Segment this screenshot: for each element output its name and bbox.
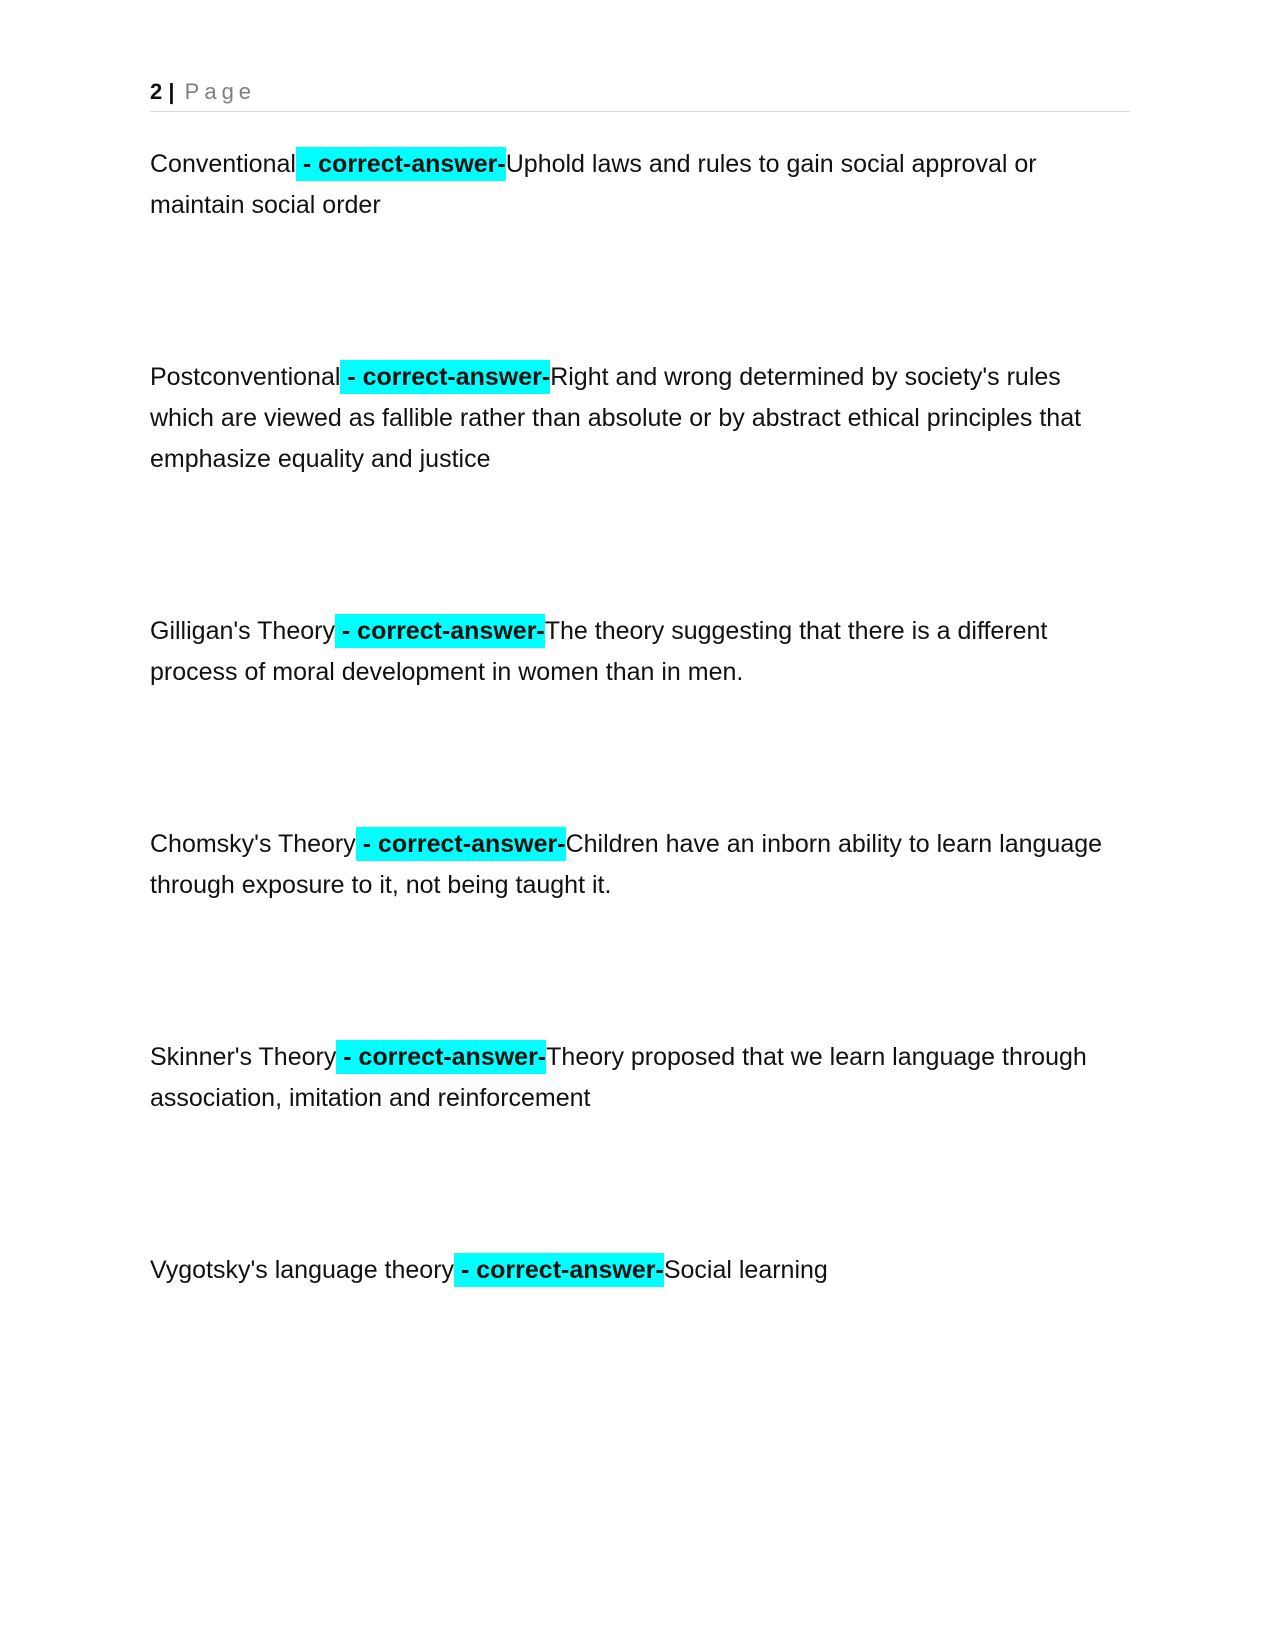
entry-term: Skinner's Theory xyxy=(150,1043,337,1071)
entry-definition: Right and wrong determined by society's rules which are viewed as fallible rather than absolute or by abstract ethical principles that emphasize equality and justice xyxy=(150,363,1082,473)
flashcard-entry xyxy=(150,611,1130,693)
flashcard-entry xyxy=(150,144,1130,226)
flashcard-entry xyxy=(150,357,1130,480)
entry-definition: Uphold laws and rules to gain social approval or maintain social order xyxy=(150,150,1037,219)
flashcard-entry xyxy=(150,824,1130,906)
entry-term: Chomsky's Theory xyxy=(150,830,356,858)
answer-highlight: - correct-answer- xyxy=(356,827,566,861)
answer-highlight: - correct-answer- xyxy=(340,360,550,394)
entry-term: Conventional xyxy=(150,150,296,178)
page-number: 2 xyxy=(150,79,163,104)
entry-term: Vygotsky's language theory xyxy=(150,1256,455,1284)
flashcard-entry xyxy=(150,1037,1130,1119)
entry-definition: Theory proposed that we learn language through association, imitation and reinforcement xyxy=(150,1043,1087,1112)
entry-definition: Children have an inborn ability to learn language through exposure to it, not being taught it. xyxy=(150,830,1103,899)
page-header xyxy=(150,78,1130,112)
entry-definition: The theory suggesting that there is a different process of moral development in women than in men. xyxy=(150,617,1048,686)
answer-highlight: - correct-answer- xyxy=(336,1040,546,1074)
entry-term: Postconventional xyxy=(150,363,341,391)
entry-definition: Social learning xyxy=(663,1256,828,1284)
flashcard-entry xyxy=(150,1250,1130,1291)
page-label: Page xyxy=(184,79,257,104)
answer-highlight: - correct-answer- xyxy=(296,147,506,181)
page-separator: | xyxy=(168,79,175,104)
answer-highlight: - correct-answer- xyxy=(335,614,545,648)
answer-highlight: - correct-answer- xyxy=(454,1253,664,1287)
entry-term: Gilligan's Theory xyxy=(150,617,335,645)
